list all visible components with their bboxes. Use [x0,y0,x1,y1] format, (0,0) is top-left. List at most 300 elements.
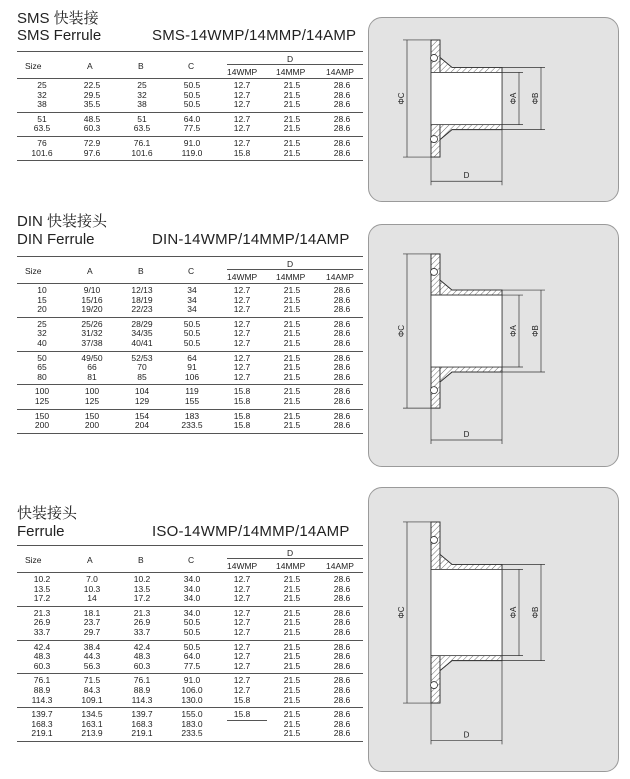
table-cell: 12.7 [233,371,251,382]
table-cell: 219.1 [31,728,53,739]
table-cell: 28.6 [333,147,351,158]
table-cell: 134.5 [81,709,103,720]
section-model: DIN-14WMP/14MMP/14AMP [152,231,350,248]
table-cell: 114.3 [31,694,53,705]
table-cell: 21.5 [283,352,301,363]
table-cell: 21.5 [283,328,301,339]
table-cell: 213.9 [81,728,103,739]
table-cell: 129 [134,395,150,406]
table-cell: 21.5 [283,371,301,382]
table-cell: 19/20 [81,304,103,315]
table-cell: 12.7 [233,294,251,305]
table-cell: 28.6 [333,304,351,315]
table-cell: 204 [134,420,150,431]
table-cell: 21.5 [283,304,301,315]
table-cell: 34.0 [183,574,201,584]
groove-bottom [431,682,438,689]
table-cell: 21.5 [283,410,301,421]
table-cell: 35.5 [83,99,101,110]
table-cell: 21.5 [283,593,301,604]
table-cell: 28.6 [333,660,351,671]
table-cell: 26.9 [133,617,151,628]
table-cell: 34 [187,294,197,305]
table-cell: 34 [187,304,197,315]
table-cell: 21.5 [283,728,301,739]
label-phi-c: ΦC [397,92,406,105]
table-cell: 65 [37,362,47,373]
label-d: D [463,730,470,740]
table-cell: 21.5 [283,285,301,295]
table-cell: 15.8 [233,694,251,705]
table-cell: 34.0 [183,607,201,618]
table-cell: 76 [37,137,47,148]
table-cell: 183.0 [181,718,203,729]
table-cell: 49/50 [81,352,103,363]
section-title-cn: 快装接头 [17,505,78,522]
table-cell: 12.7 [233,337,251,348]
table-cell: 12.7 [233,574,251,584]
table-cell: 28.6 [333,113,351,124]
table-cell: 21.5 [283,99,301,110]
table-cell: 42.4 [33,641,51,652]
table-cell: 219.1 [131,728,153,739]
table-cell: 29.7 [83,626,101,637]
table-cell: 37/38 [81,337,103,348]
table-cell: 22.5 [83,80,101,90]
table-cell: 139.7 [131,709,153,720]
table-cell: 21.3 [33,607,51,618]
table-cell: 21.5 [283,147,301,158]
header-b: B [138,555,144,565]
header-size: Size [25,555,42,565]
table-cell: 12.7 [233,684,251,695]
table-cell: 109.1 [81,694,103,705]
header-size: Size [25,266,42,276]
table-cell: 28.6 [333,285,351,295]
bore [431,569,502,655]
table-cell: 25 [137,80,147,90]
ferrule-drawing [368,487,619,772]
table-cell: 130.0 [181,694,203,705]
table-cell: 17.2 [33,593,51,604]
table-cell: 21.5 [283,641,301,652]
table-cell: 91.0 [183,137,201,148]
table-cell: 10 [37,285,47,295]
table-cell: 21.5 [283,626,301,637]
table-cell: 28.6 [333,337,351,348]
label-phi-b: ΦB [531,325,540,337]
table-cell: 28.6 [333,352,351,363]
table-cell: 163.1 [81,718,103,729]
header-a: A [87,555,93,565]
table-cell: 22/23 [131,304,153,315]
table-cell: 183 [184,410,200,421]
table-cell: 26.9 [33,617,51,628]
header-c: C [188,555,195,565]
table-cell: 21.5 [283,123,301,134]
lower-section-hatch [431,656,502,703]
header-14mmp: 14MMP [276,272,306,282]
table-cell: 60.3 [33,660,51,671]
table-cell: 64.0 [183,651,201,662]
header-14wmp: 14WMP [227,67,258,77]
table-row [17,628,363,638]
table-cell: 33.7 [33,626,51,637]
table-cell: 100 [34,386,50,397]
table-cell: 76.1 [33,675,51,686]
table-cell: 50.5 [183,89,201,100]
table-cell: 50.5 [183,99,201,110]
table-cell: 101.6 [131,147,153,158]
table-cell: 63.5 [33,123,51,134]
section-model: ISO-14WMP/14MMP/14AMP [152,523,350,540]
table-cell: 21.5 [283,395,301,406]
table-cell: 64.0 [183,113,201,124]
table-cell: 38 [137,99,147,110]
table-cell: 10.3 [83,583,101,594]
table-cell: 18.1 [83,607,101,618]
table-cell: 28.6 [333,651,351,662]
table-cell: 119.0 [181,147,203,158]
table-cell: 28.6 [333,123,351,134]
table-cell: 40 [37,337,47,348]
table-cell: 28.6 [333,641,351,652]
table-cell: 21.3 [133,607,151,618]
table-cell: 50.5 [183,641,201,652]
table-cell: 21.5 [283,337,301,348]
table-cell: 12.7 [233,318,251,329]
spec-table [17,545,363,742]
table-cell: 200 [34,420,50,431]
table-cell: 28.6 [333,294,351,305]
table-cell: 34.0 [183,583,201,594]
section-title-cn: DIN 快装接头 [17,213,108,230]
table-cell: 91.0 [183,675,201,686]
header-d: D [287,548,294,558]
table-cell: 12.7 [233,651,251,662]
table-row-group [17,607,363,641]
header-b: B [138,266,144,276]
table-cell: 23.7 [83,617,101,628]
table-cell: 15.8 [233,709,251,720]
table-cell: 76.1 [133,137,151,148]
table-cell: 21.5 [283,660,301,671]
table-cell: 12.7 [233,626,251,637]
table-cell: 28/29 [131,318,153,329]
table-cell: 28.6 [333,410,351,421]
table-cell: 233.5 [181,420,203,431]
table-cell: 84.3 [83,684,101,695]
table-cell: 154 [134,410,150,421]
table-cell: 125 [84,395,100,406]
table-cell: 28.6 [333,607,351,618]
table-cell: 29.5 [83,89,101,100]
table-cell: 21.5 [283,709,301,720]
table-cell: 28.6 [333,617,351,628]
header-d-rule [227,558,363,559]
label-d: D [463,171,470,181]
table-cell: 12.7 [233,113,251,124]
table-cell: 12.7 [233,285,251,295]
header-14mmp: 14MMP [276,67,306,77]
table-row-group [17,708,363,741]
table-cell: 77.5 [183,660,201,671]
table-cell: 15.8 [233,420,251,431]
table-cell: 15.8 [233,410,251,421]
table-cell: 21.5 [283,362,301,373]
table-cell: 28.6 [333,574,351,584]
table-cell: 28.6 [333,583,351,594]
table-cell: 32 [137,89,147,100]
label-phi-b: ΦB [531,92,540,105]
header-d: D [287,54,294,64]
table-cell: 50.5 [183,626,201,637]
table-cell: 28.6 [333,80,351,90]
table-cell: 21.5 [283,583,301,594]
table-cell: 66 [87,362,97,373]
table-cell: 40/41 [131,337,153,348]
table-cell: 32 [37,328,47,339]
table-cell: 21.5 [283,607,301,618]
table-cell: 12.7 [233,99,251,110]
table-cell: 10.2 [33,574,51,584]
table-cell: 28.6 [333,395,351,406]
header-c: C [188,61,195,71]
table-cell: 12.7 [233,660,251,671]
table-cell: 21.5 [283,89,301,100]
label-phi-c: ΦC [397,324,406,338]
table-cell: 119 [185,386,199,397]
table-cell: 38 [37,99,47,110]
table-cell: 50.5 [183,318,201,329]
header-size: Size [25,61,42,71]
table-cell: 28.6 [333,694,351,705]
table-cell: 12.7 [233,593,251,604]
table-row [17,696,363,706]
table-cell: 25 [37,318,47,329]
table-row [17,594,363,604]
table-cell: 50 [37,352,47,363]
table-cell: 12.7 [233,641,251,652]
table-cell: 88.9 [133,684,151,695]
table-cell: 48.3 [133,651,151,662]
table-cell: 64 [187,352,197,363]
section-title-en: SMS Ferrule [17,27,102,44]
table-cell: 76.1 [133,675,151,686]
table-cell: 91 [187,362,197,373]
table-cell: 21.5 [283,694,301,705]
table-cell: 9/10 [83,285,101,295]
table-cell: 12.7 [233,123,251,134]
header-a: A [87,266,93,276]
table-cell: 14 [87,593,97,604]
table-cell: 21.5 [283,80,301,90]
header-14amp: 14AMP [326,272,354,282]
table-cell: 85 [137,371,147,382]
table-cell: 21.5 [283,574,301,584]
table-cell: 15/16 [81,294,103,305]
table-cell: 200 [84,420,100,431]
table-cell: 51 [37,113,47,124]
header-14mmp: 14MMP [276,561,306,571]
table-cell: 28.6 [333,593,351,604]
table-cell: 28.6 [333,684,351,695]
table-cell: 12/13 [131,285,153,295]
table-cell: 21.5 [283,718,301,729]
table-header [17,546,363,573]
table-cell: 15.8 [233,386,251,397]
upper-section-hatch [431,522,502,569]
table-cell: 38.4 [83,641,101,652]
table-cell: 12.7 [233,89,251,100]
table-cell: 114.3 [131,694,153,705]
table-cell: 12.7 [233,304,251,315]
table-cell: 28.6 [333,371,351,382]
table-cell: 71.5 [83,675,101,686]
table-cell: 25/26 [81,318,103,329]
table-cell: 10.2 [133,574,151,584]
table-cell: 48.5 [83,113,101,124]
table-cell: 34 [187,285,197,295]
table-cell: 63.5 [133,123,151,134]
table-cell: 72.9 [83,137,101,148]
table-cell: 60.3 [83,123,101,134]
table-cell: 12.7 [233,617,251,628]
table-row-group [17,674,363,708]
table-cell: 34.0 [183,593,201,604]
table-cell: 106.0 [181,684,203,695]
table-cell: 7.0 [86,574,98,584]
table-cell: 42.4 [133,641,151,652]
table-cell: 21.5 [283,294,301,305]
table-cell: 12.7 [233,80,251,90]
table-cell: 101.6 [31,147,53,158]
table-cell: 28.6 [333,99,351,110]
table-cell: 28.6 [333,728,351,739]
table-cell: 70 [137,362,147,373]
table-row [17,662,363,672]
table-cell: 28.6 [333,386,351,397]
table-cell: 21.5 [283,684,301,695]
table-cell: 77.5 [183,123,201,134]
table-cell: 28.6 [333,420,351,431]
table-cell: 139.7 [31,709,53,720]
table-cell: 12.7 [233,675,251,686]
section-model: SMS-14WMP/14MMP/14AMP [152,27,357,44]
table-cell: 12.7 [233,137,251,148]
table-cell: 233.5 [181,728,203,739]
table-cell: 28.6 [333,137,351,148]
table-cell: 106 [184,371,200,382]
table-cell: 34/35 [131,328,153,339]
table-cell: 44.3 [83,651,101,662]
table-cell: 21.5 [283,318,301,329]
table-cell: 50.5 [183,617,201,628]
table-cell: 21.5 [283,420,301,431]
table-cell: 50.5 [183,328,201,339]
section-title-en: DIN Ferrule [17,231,95,248]
table-cell: 21.5 [283,137,301,148]
table-cell: 150 [84,410,100,421]
groove-top [431,536,438,543]
table-cell: 13.5 [33,583,51,594]
table-row-group [17,573,363,607]
table-cell: 12.7 [233,328,251,339]
table-cell: 50.5 [183,80,201,90]
section-title-cn: SMS 快装接 [17,10,99,27]
table-row [17,729,363,739]
table-cell: 12.7 [233,583,251,594]
table-cell: 52/53 [131,352,153,363]
header-14amp: 14AMP [326,561,354,571]
table-cell: 12.7 [233,352,251,363]
label-phi-a: ΦA [509,325,518,337]
label-phi-a: ΦA [509,606,518,619]
table-cell: 15 [37,294,47,305]
table-cell: 81 [87,371,97,382]
section-title-en: Ferrule [17,523,65,540]
table-cell: 155 [184,395,200,406]
table-cell: 21.5 [283,617,301,628]
table-cell: 18/19 [131,294,153,305]
table-cell: 28.6 [333,362,351,373]
table-cell: 28.6 [333,89,351,100]
table-cell: 28.6 [333,626,351,637]
table-cell: 168.3 [31,718,53,729]
table-cell: 21.5 [283,113,301,124]
table-cell: 12.7 [233,362,251,373]
label-phi-a: ΦA [509,92,518,105]
table-cell: 168.3 [131,718,153,729]
table-cell: 32 [37,89,47,100]
table-cell: 28.6 [333,675,351,686]
label-d: D [463,429,470,439]
table-cell: 88.9 [33,684,51,695]
table-cell: 60.3 [133,660,151,671]
table-cell: 13.5 [133,583,151,594]
table-cell: 28.6 [333,718,351,729]
table-cell: 21.5 [283,675,301,686]
label-phi-b: ΦB [531,606,540,619]
table-cell: 21.5 [283,651,301,662]
table-cell: 15.8 [233,147,251,158]
table-cell: 15.8 [233,395,251,406]
table-cell: 104 [134,386,150,397]
table-cell: 28.6 [333,328,351,339]
table-cell: 28.6 [333,709,351,720]
table-cell: 125 [34,395,50,406]
table-cell: 28.6 [333,318,351,329]
table-cell: 97.6 [83,147,101,158]
table-cell: 100 [84,386,100,397]
label-phi-c: ΦC [397,606,406,619]
table-cell: 155.0 [181,709,203,720]
header-a: A [87,61,93,71]
table-cell: 20 [37,304,47,315]
table-cell: 80 [37,371,47,382]
header-c: C [188,266,195,276]
table-row-group [17,641,363,675]
table-cell: 33.7 [133,626,151,637]
table-cell: 17.2 [133,593,151,604]
header-14amp: 14AMP [326,67,354,77]
table-cell: 56.3 [83,660,101,671]
header-d: D [287,259,294,269]
header-14wmp: 14WMP [227,561,258,571]
table-cell: 12.7 [233,607,251,618]
table-cell: 21.5 [283,386,301,397]
table-cell: 48.3 [33,651,51,662]
